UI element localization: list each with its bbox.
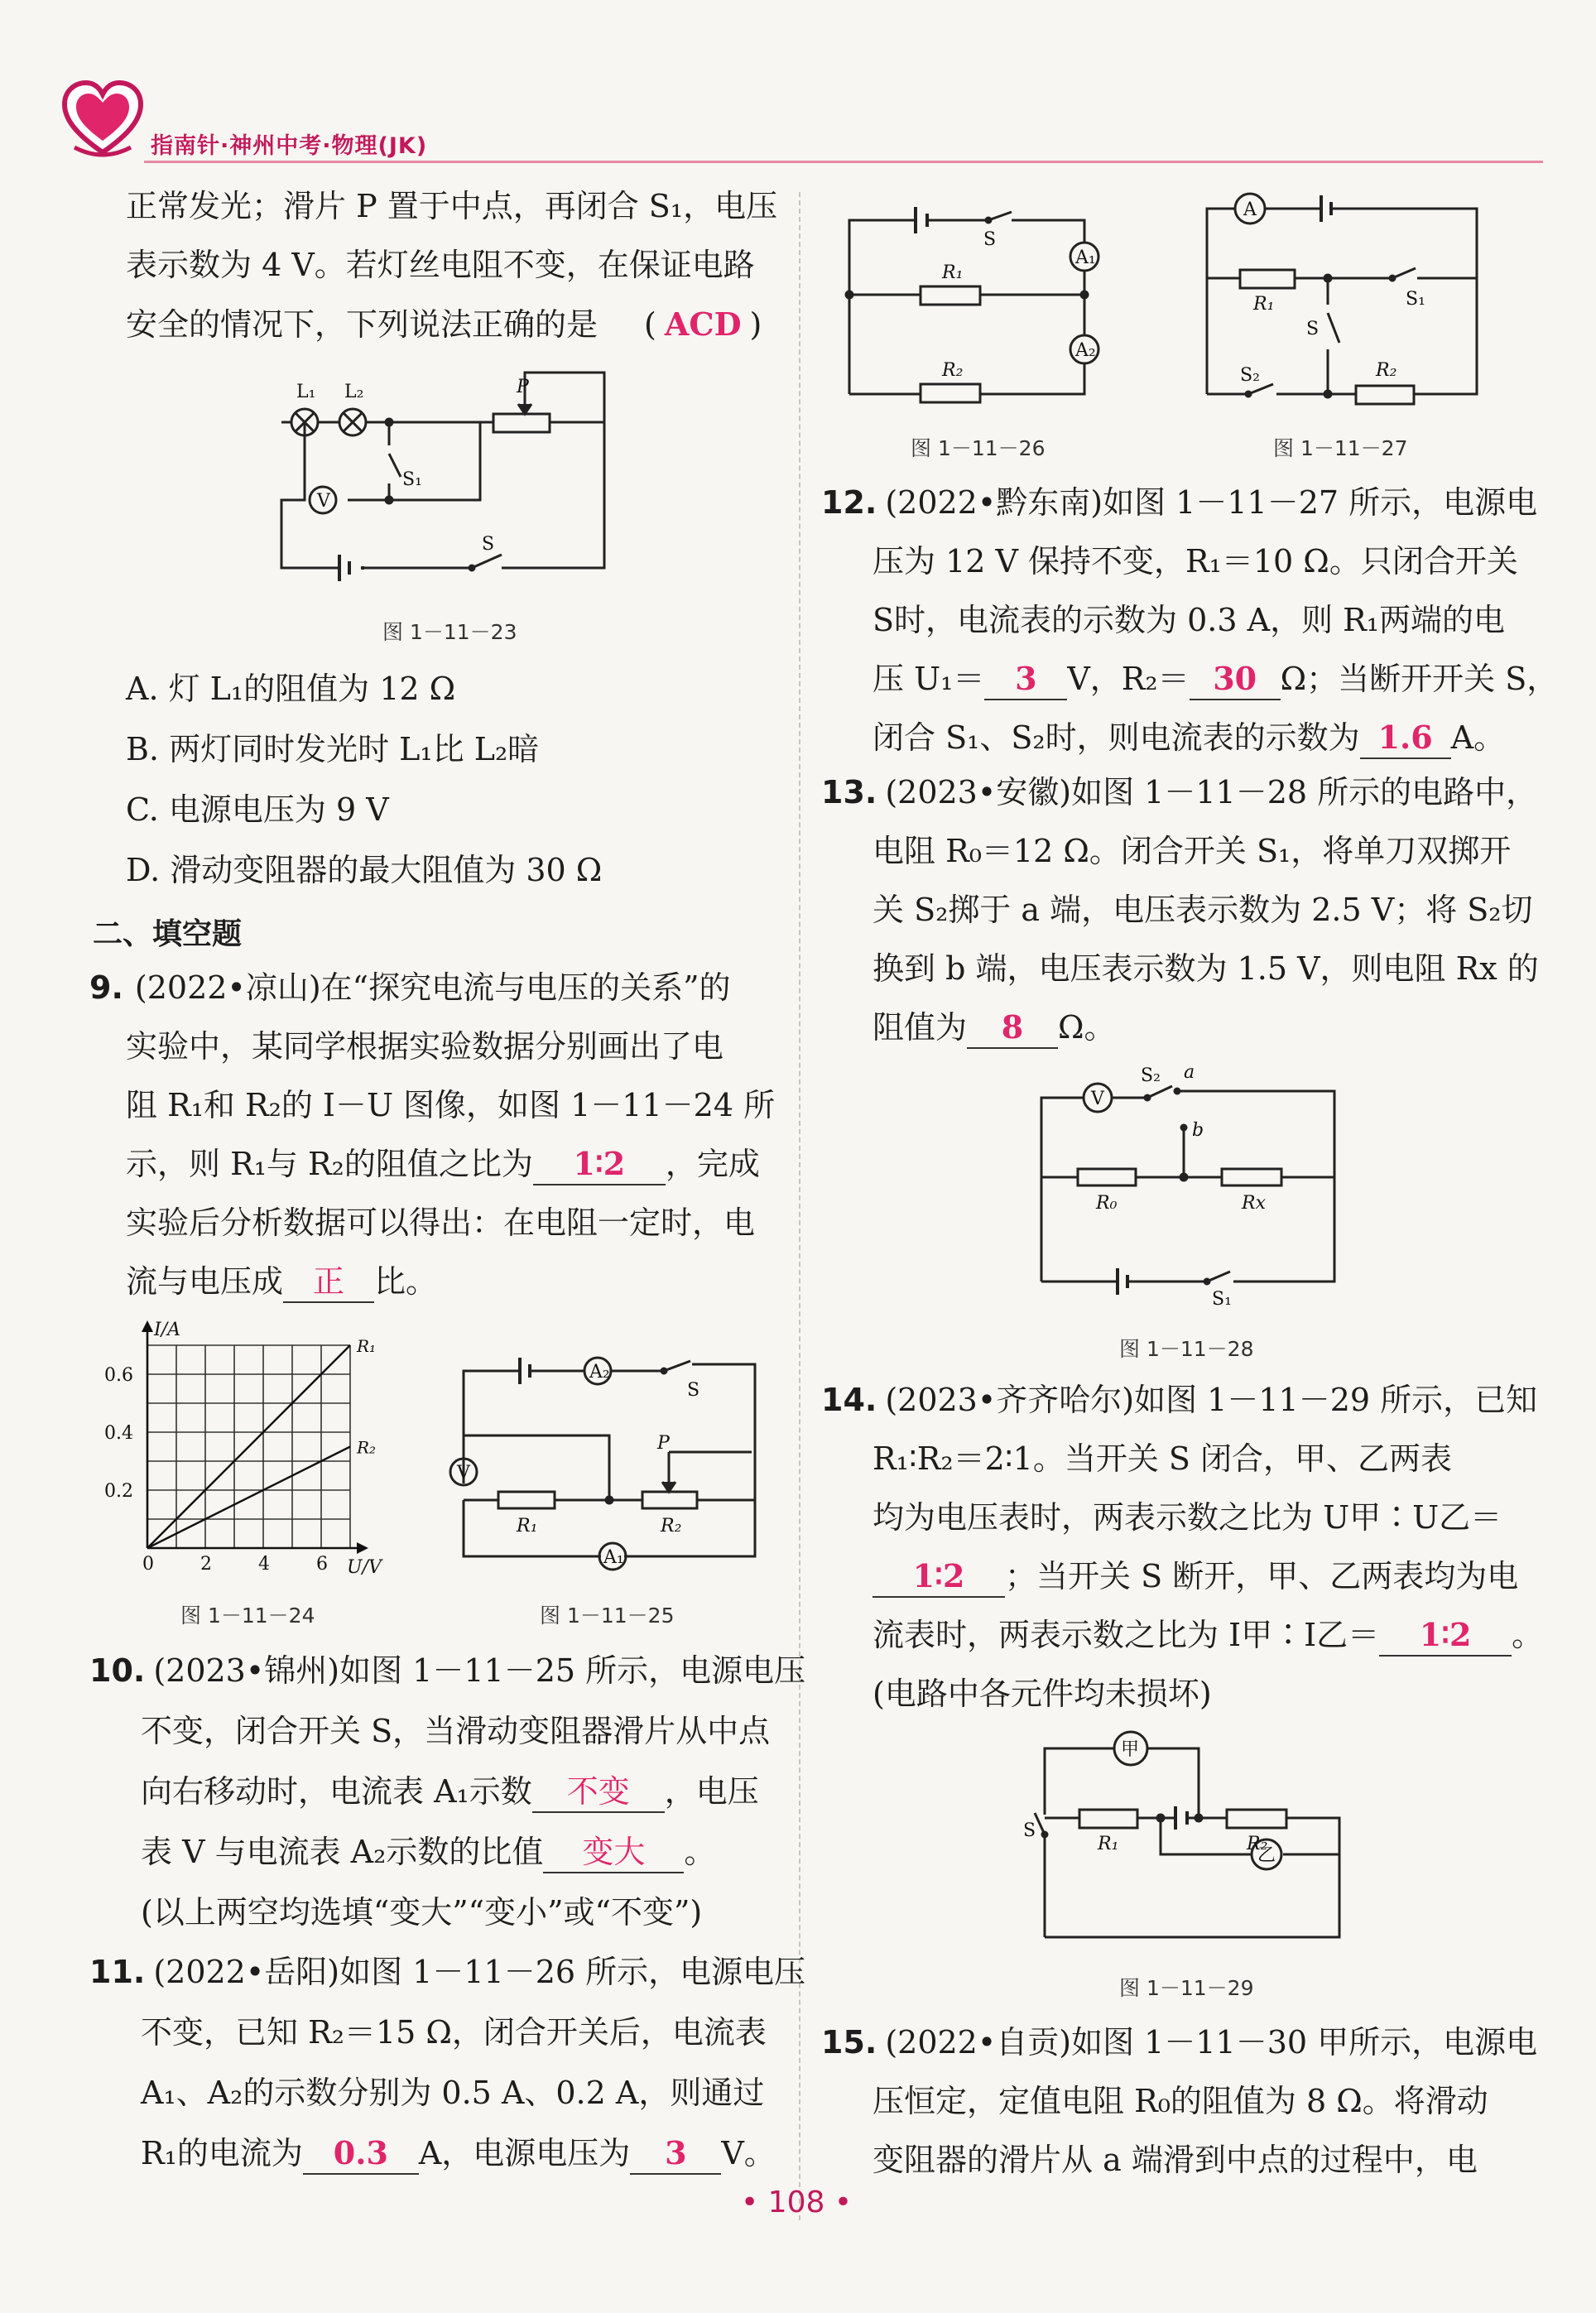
q14-line: 均为电压表时，两表示数之比为 U甲∶U乙＝	[873, 1499, 1502, 1536]
fig25-label-P: P	[657, 1433, 670, 1454]
fig28-label-R0: R₀	[1096, 1193, 1118, 1214]
figure-1-11-24-chart	[98, 1320, 404, 1581]
q10-line: 不变，闭合开关 S，当滑动变阻器滑片从中点	[141, 1713, 771, 1749]
x-tick-label: 0	[142, 1554, 154, 1575]
x-axis-arrow	[357, 1542, 368, 1554]
fig28-label-Rx: Rx	[1242, 1193, 1266, 1214]
fig25-label-V: V	[457, 1463, 470, 1483]
q10-line: (以上两空均选填“变大”“变小”或“不变”)	[141, 1894, 703, 1931]
q13-line: Ω。	[1058, 1009, 1116, 1046]
fig26-label-S: S	[983, 229, 997, 250]
option-a: A. 灯 L₁的阻值为 12 Ω	[126, 671, 456, 707]
fig23-label-V: V	[317, 491, 330, 512]
fig28-label-V: V	[1091, 1089, 1104, 1109]
q11-line: R₁的电流为	[141, 2135, 303, 2171]
q9-answer-blank: 1∶2	[533, 1144, 666, 1185]
q15-line: (2022•自贡)如图 1－11－30 甲所示，电源电	[885, 2024, 1538, 2061]
fig28-label-S2: S₂	[1141, 1065, 1161, 1086]
q11-answer-blank: 0.3	[303, 2133, 419, 2175]
q9-line: 比。	[374, 1263, 438, 1300]
section-title: 二、填空题	[93, 917, 243, 951]
question-8-options	[126, 659, 602, 901]
q12-answer-blank: 3	[984, 659, 1067, 700]
q10-answer-blank: 不变	[532, 1772, 665, 1813]
publisher-logo-icon	[60, 76, 146, 162]
question-number: 15.	[821, 2024, 877, 2061]
series-label: R₁	[357, 1336, 377, 1356]
figure-caption: 图 1－11－29	[1119, 1976, 1254, 2000]
question-number: 11.	[89, 1954, 146, 1990]
question-number: 14.	[821, 1382, 877, 1418]
fig25-label-R1: R₁	[517, 1516, 538, 1536]
q14-line: 。	[1512, 1617, 1544, 1653]
fig25-label-A1: A₁	[603, 1547, 624, 1568]
figure-1-11-26	[841, 195, 1139, 402]
q12-line: (2022•黔东南)如图 1－11－27 所示，电源电	[885, 484, 1538, 521]
q12-line: A。	[1450, 719, 1506, 756]
q10-line: 向右移动时，电流表 A₁示数	[141, 1773, 532, 1810]
q11-line: A₁、A₂的示数分别为 0.5 A、0.2 A，则通过	[141, 2075, 765, 2111]
fig27-label-S: S	[1306, 319, 1320, 339]
question-11	[89, 1942, 805, 2184]
question-15	[821, 2013, 1537, 2190]
figure-caption: 图 1－11－27	[1273, 436, 1408, 460]
q14-answer-blank: 1∶2	[1379, 1615, 1512, 1657]
fig29-label-S: S	[1023, 1820, 1036, 1841]
question-12	[821, 474, 1558, 767]
chart-series	[147, 1345, 350, 1548]
q12-line: Ω；当断开开关 S，	[1280, 661, 1559, 697]
fig23-label-S1: S₁	[402, 469, 422, 490]
q11-line: 不变，已知 R₂＝15 Ω，闭合开关后，电流表	[141, 2014, 767, 2051]
fig27-label-R1: R₁	[1253, 294, 1275, 315]
question-13	[821, 763, 1539, 1057]
series-label: R₂	[357, 1437, 377, 1458]
q14-line: R₁∶R₂＝2∶1。当开关 S 闭合，甲、乙两表	[873, 1440, 1453, 1477]
figure-1-11-25	[447, 1344, 762, 1568]
q11-answer-blank: 3	[630, 2133, 721, 2175]
fig23-label-L2: L₂	[344, 382, 364, 402]
y-tick-label: 0.6	[104, 1365, 133, 1386]
q12-line: S时，电流表的示数为 0.3 A，则 R₁两端的电	[873, 602, 1505, 638]
q10-line: 。	[684, 1834, 716, 1870]
x-tick-label: 6	[316, 1554, 328, 1575]
figure-1-11-28	[1031, 1056, 1346, 1310]
fig28-label-S1: S₁	[1212, 1289, 1232, 1310]
question-number: 9.	[89, 969, 123, 1006]
q8-line: 表示数为 4 V。若灯丝电阻不变，在保证电路	[126, 247, 755, 283]
question-10	[89, 1641, 805, 1943]
figure-1-11-27	[1199, 189, 1488, 404]
q13-line: 换到 b 端，电压表示数为 1.5 V，则电阻 Rx 的	[873, 950, 1539, 987]
fig23-label-S: S	[482, 534, 495, 555]
page-number: • 108 •	[741, 2186, 853, 2219]
q15-line: 变阻器的滑片从 a 端滑到中点的过程中，电	[873, 2142, 1478, 2178]
q12-line: 压 U₁＝	[873, 661, 985, 697]
q12-line: 压为 12 V 保持不变，R₁＝10 Ω。只闭合开关	[873, 543, 1518, 579]
q8-answer: ACD	[664, 305, 742, 343]
q8-line: 安全的情况下，下列说法正确的是 ( ACD )	[126, 305, 762, 343]
fig23-label-L1: L₁	[296, 382, 316, 402]
fig26-label-A1: A₁	[1075, 248, 1096, 268]
q13-line: (2023•安徽)如图 1－11－28 所示的电路中，	[885, 774, 1538, 810]
fig27-label-S2: S₂	[1240, 365, 1260, 386]
q14-line: ；当开关 S 断开，甲、乙两表均为电	[1005, 1558, 1519, 1594]
option-d: D. 滑动变阻器的最大阻值为 30 Ω	[126, 852, 603, 888]
fig23-label-P: P	[517, 377, 529, 397]
figure-1-11-29	[1023, 1730, 1349, 1945]
q14-line: (电路中各元件均未损坏)	[873, 1676, 1212, 1712]
fig25-label-S: S	[687, 1380, 700, 1401]
x-axis-label: U/V	[347, 1557, 382, 1578]
q9-line: 示，则 R₁与 R₂的阻值之比为	[126, 1146, 533, 1182]
chart-labels	[104, 1320, 383, 1578]
q13-line: 关 S₂掷于 a 端，电压表示数为 2.5 V；将 S₂切	[873, 892, 1533, 928]
y-axis-label: I/A	[154, 1320, 180, 1340]
q15-line: 压恒定，定值电阻 R₀的阻值为 8 Ω。将滑动	[873, 2083, 1488, 2119]
q10-line: ，电压	[664, 1773, 759, 1810]
fig27-label-R2: R₂	[1376, 360, 1397, 381]
q14-line: (2023•齐齐哈尔)如图 1－11－29 所示，已知	[885, 1382, 1538, 1418]
fig25-label-R2: R₂	[661, 1516, 682, 1536]
question-number: 10.	[89, 1652, 146, 1689]
q14-answer-blank: 1∶2	[873, 1556, 1005, 1598]
q9-line: 流与电压成	[126, 1263, 284, 1300]
figure-caption: 图 1－11－25	[540, 1604, 675, 1628]
q9-line: ，完成	[665, 1146, 760, 1182]
q8-line-text: 安全的情况下，下列说法正确的是	[126, 306, 598, 343]
question-14	[821, 1371, 1543, 1724]
fig26-label-R1: R₁	[942, 262, 964, 283]
series-line	[147, 1447, 350, 1549]
question-number: 12.	[821, 484, 877, 521]
q9-line: 阻 R₁和 R₂的 I－U 图像，如图 1－11－24 所	[126, 1087, 776, 1123]
q11-line: (2022•岳阳)如图 1－11－26 所示，电源电压	[153, 1954, 806, 1990]
figure-caption: 图 1－11－26	[911, 436, 1046, 460]
q9-line: (2022•凉山)在“探究电流与电压的关系”的	[134, 969, 731, 1006]
fig28-label-a: a	[1184, 1062, 1195, 1083]
q11-line: A，电源电压为	[418, 2135, 631, 2171]
fig26-label-R2: R₂	[942, 360, 964, 381]
figure-caption: 图 1－11－23	[382, 620, 517, 644]
q13-line: 电阻 R₀＝12 Ω。闭合开关 S₁，将单刀双掷开	[873, 833, 1512, 869]
option-b: B. 两灯同时发光时 L₁比 L₂暗	[126, 731, 540, 767]
fig29-label-jia: 甲	[1121, 1739, 1140, 1760]
header-rule	[144, 161, 1543, 163]
q9-line: 实验中，某同学根据实验数据分别画出了电	[126, 1028, 724, 1065]
option-c: C. 电源电压为 9 V	[126, 791, 389, 828]
q9-answer-blank: 正	[283, 1262, 374, 1303]
y-axis-arrow	[142, 1320, 153, 1332]
figure-caption: 图 1－11－24	[180, 1604, 315, 1628]
q9-line: 实验后分析数据可以得出：在电阻一定时，电	[126, 1205, 756, 1241]
series-line	[147, 1345, 350, 1548]
figure-1-11-23	[273, 361, 621, 584]
q12-line: V，R₂＝	[1067, 661, 1190, 697]
fig27-label-S1: S₁	[1406, 289, 1425, 310]
q14-line: 流表时，两表示数之比为 I甲∶I乙＝	[873, 1617, 1380, 1653]
q8-line: 正常发光；滑片 P 置于中点，再闭合 S₁，电压	[126, 188, 778, 224]
fig29-label-yi: 乙	[1257, 1845, 1276, 1866]
y-tick-label: 0.4	[104, 1423, 133, 1444]
fig25-label-A2: A₂	[589, 1362, 610, 1383]
q12-line: 闭合 S₁、S₂时，则电流表的示数为	[873, 719, 1360, 756]
x-tick-label: 2	[200, 1554, 212, 1575]
question-number: 13.	[821, 774, 877, 810]
question-8-continued	[126, 177, 777, 354]
q12-answer-blank: 30	[1190, 659, 1281, 700]
q13-line: 阻值为	[873, 1009, 968, 1046]
x-tick-label: 4	[258, 1554, 270, 1575]
q12-answer-blank: 1.6	[1360, 718, 1451, 759]
q10-line: 表 V 与电流表 A₂示数的比值	[141, 1834, 544, 1870]
q10-line: (2023•锦州)如图 1－11－25 所示，电源电压	[153, 1652, 806, 1689]
fig29-label-R2: R₂	[1247, 1834, 1268, 1854]
question-9	[89, 959, 775, 1311]
fig28-label-b: b	[1192, 1120, 1204, 1141]
figure-caption: 图 1－11－28	[1119, 1337, 1254, 1361]
q13-answer-blank: 8	[967, 1007, 1058, 1049]
q11-line: V。	[721, 2135, 776, 2171]
fig26-label-A2: A₂	[1075, 340, 1096, 361]
fig27-label-A: A	[1243, 200, 1257, 220]
fig29-label-R1: R₁	[1098, 1834, 1119, 1854]
y-tick-label: 0.2	[104, 1481, 133, 1502]
header-title: 指南针·神州中考·物理(JK)	[151, 133, 428, 159]
q10-answer-blank: 变大	[543, 1832, 684, 1873]
